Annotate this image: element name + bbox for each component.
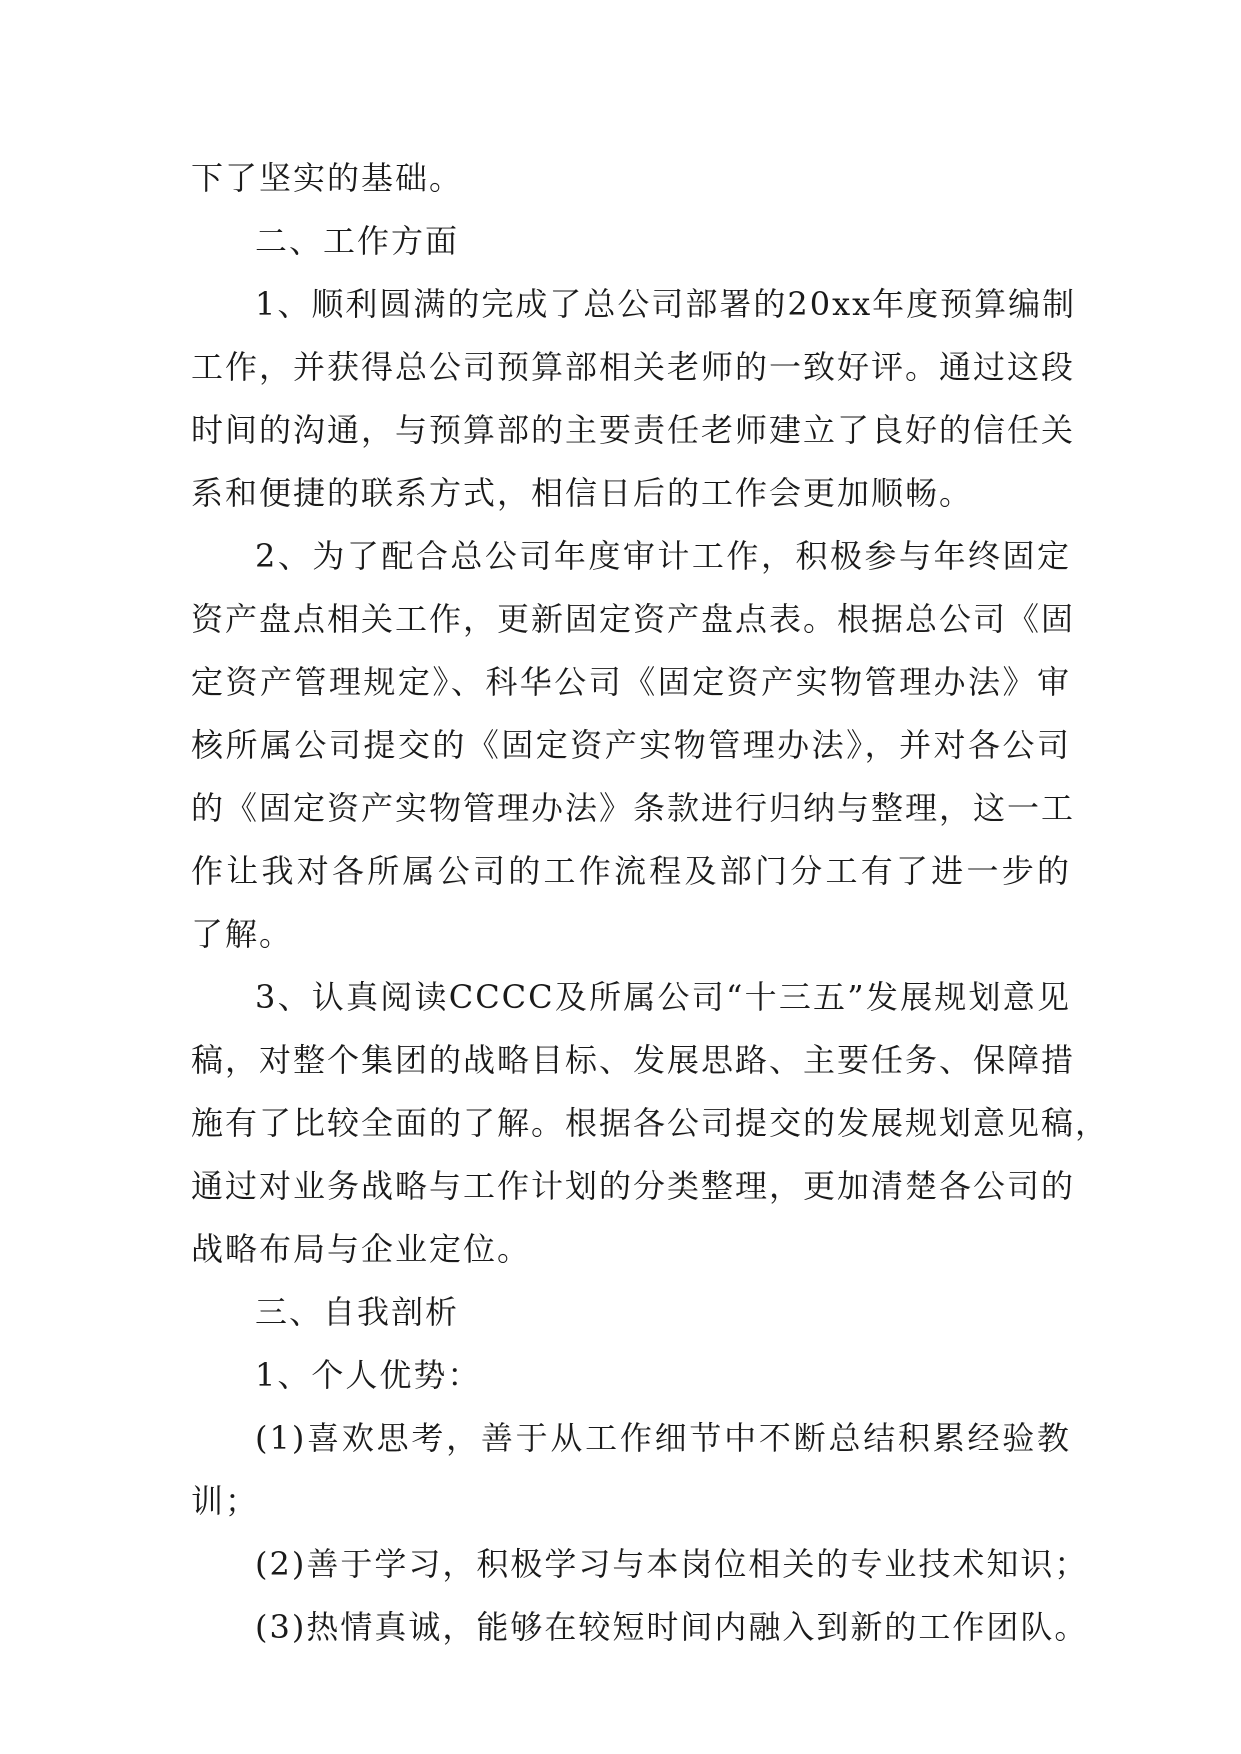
paragraph-line: 1、顺利圆满的完成了总公司部署的20xx年度预算编制 [255, 285, 1077, 323]
paragraph-line: 下了坚实的基础。 [191, 159, 464, 197]
section-heading: 二、工作方面 [255, 222, 460, 260]
paragraph-line: 的《固定资产实物管理办法》条款进行归纳与整理，这一工 [191, 789, 1076, 827]
paragraph-line: 核所属公司提交的《固定资产实物管理办法》，并对各公司 [191, 726, 1071, 764]
list-item: (3)热情真诚，能够在较短时间内融入到新的工作团队。 [255, 1608, 1089, 1646]
paragraph-line: 战略布局与企业定位。 [191, 1230, 532, 1268]
list-item: (1)喜欢思考，善于从工作细节中不断总结积累经验教 [255, 1419, 1071, 1457]
section-heading: 三、自我剖析 [255, 1293, 460, 1331]
paragraph-line: 了解。 [191, 915, 294, 953]
paragraph-line: 作让我对各所属公司的工作流程及部门分工有了进一步的 [191, 852, 1071, 890]
paragraph-line: 工作，并获得总公司预算部相关老师的一致好评。通过这段 [191, 348, 1076, 386]
paragraph-line: 系和便捷的联系方式，相信日后的工作会更加顺畅。 [191, 474, 974, 512]
paragraph-line: 通过对业务战略与工作计划的分类整理，更加清楚各公司的 [191, 1167, 1076, 1205]
paragraph-line: 2、为了配合总公司年度审计工作，积极参与年终固定 [255, 537, 1071, 575]
list-item: 训； [191, 1482, 260, 1520]
paragraph-line: 定资产管理规定》、科华公司《固定资产实物管理办法》审 [191, 663, 1071, 701]
paragraph-line: 资产盘点相关工作，更新固定资产盘点表。根据总公司《固 [191, 600, 1076, 638]
paragraph-line: 稿，对整个集团的战略目标、发展思路、主要任务、保障措 [191, 1041, 1076, 1079]
subsection-heading: 1、个人优势： [255, 1356, 482, 1394]
paragraph-line: 3、认真阅读CCCC及所属公司“十三五”发展规划意见 [255, 978, 1071, 1016]
paragraph-line: 施有了比较全面的了解。根据各公司提交的发展规划意见稿， [191, 1104, 1110, 1142]
paragraph-line: 时间的沟通，与预算部的主要责任老师建立了良好的信任关 [191, 411, 1076, 449]
list-item: (2)善于学习，积极学习与本岗位相关的专业技术知识； [255, 1545, 1089, 1583]
